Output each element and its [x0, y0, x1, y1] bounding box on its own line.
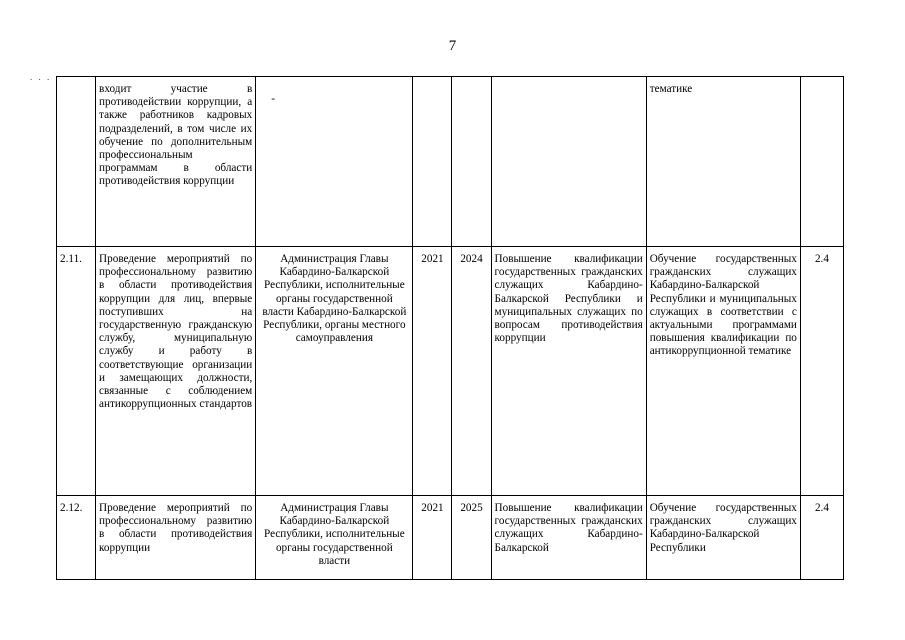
measure-name: Проведение мероприятий по профессиональному развитию в области противодействия коррупции для лиц, впервые поступивших на государственную гражданскую службу, муниципальную службу и работу в соответствующие организации и замещающих должности, связанные с соблюдением антикоррупционных стандартов [96, 247, 256, 496]
target-indicator: Обучение государственных гражданских служащих Кабардино-Балкарской Республики и муниципальных служащих в соответствии с актуальными программами повышения квалификации по антикоррупционной тематике [646, 247, 800, 496]
year-end: 2025 [452, 496, 491, 580]
measure-name: входит участие в противодействии коррупции, а также работников кадровых подразделений, в том числе их обучение по дополнительным профессиональным программам в области противодействия коррупции [96, 77, 256, 247]
executor-cell: Администрация Главы Кабардино-Балкарской Республики, исполнительные органы государственной власти Кабардино-Балкарской Республики, органы местного самоуправления [256, 247, 413, 496]
program-link: 2.4 [800, 496, 843, 580]
year-end: 2024 [452, 247, 491, 496]
year-start [413, 77, 452, 247]
year-end [452, 77, 491, 247]
executor-cell: Администрация Главы Кабардино-Балкарской Республики, исполнительные органы государственной власти [256, 496, 413, 580]
row-number: 2.12. [57, 496, 96, 580]
program-link: 2.4 [800, 247, 843, 496]
year-start: 2021 [413, 496, 452, 580]
expected-result: Повышение квалификации государственных гражданских служащих Кабардино-Балкарской Республики и муниципальных служащих по вопросам противодействия коррупции [491, 247, 646, 496]
target-indicator: Обучение государственных гражданских служащих Кабардино-Балкарской Республики [646, 496, 800, 580]
table-row [57, 496, 844, 580]
row-number: 2.11. [57, 247, 96, 496]
target-indicator: тематике [646, 77, 800, 247]
year-start: 2021 [413, 247, 452, 496]
expected-result [491, 77, 646, 247]
executor-cell [256, 77, 413, 247]
row-number [57, 77, 96, 247]
table-row [57, 247, 844, 496]
scan-corner-marks: . . . [30, 72, 52, 82]
expected-result: Повышение квалификации государственных гражданских служащих Кабардино-Балкарской [491, 496, 646, 580]
executor-dash: - [271, 93, 275, 105]
measure-name: Проведение мероприятий по профессиональному развитию в области противодействия коррупции [96, 496, 256, 580]
page-number: 7 [448, 38, 457, 54]
measures-table [56, 76, 844, 580]
table-row [57, 77, 844, 247]
program-link [800, 77, 843, 247]
